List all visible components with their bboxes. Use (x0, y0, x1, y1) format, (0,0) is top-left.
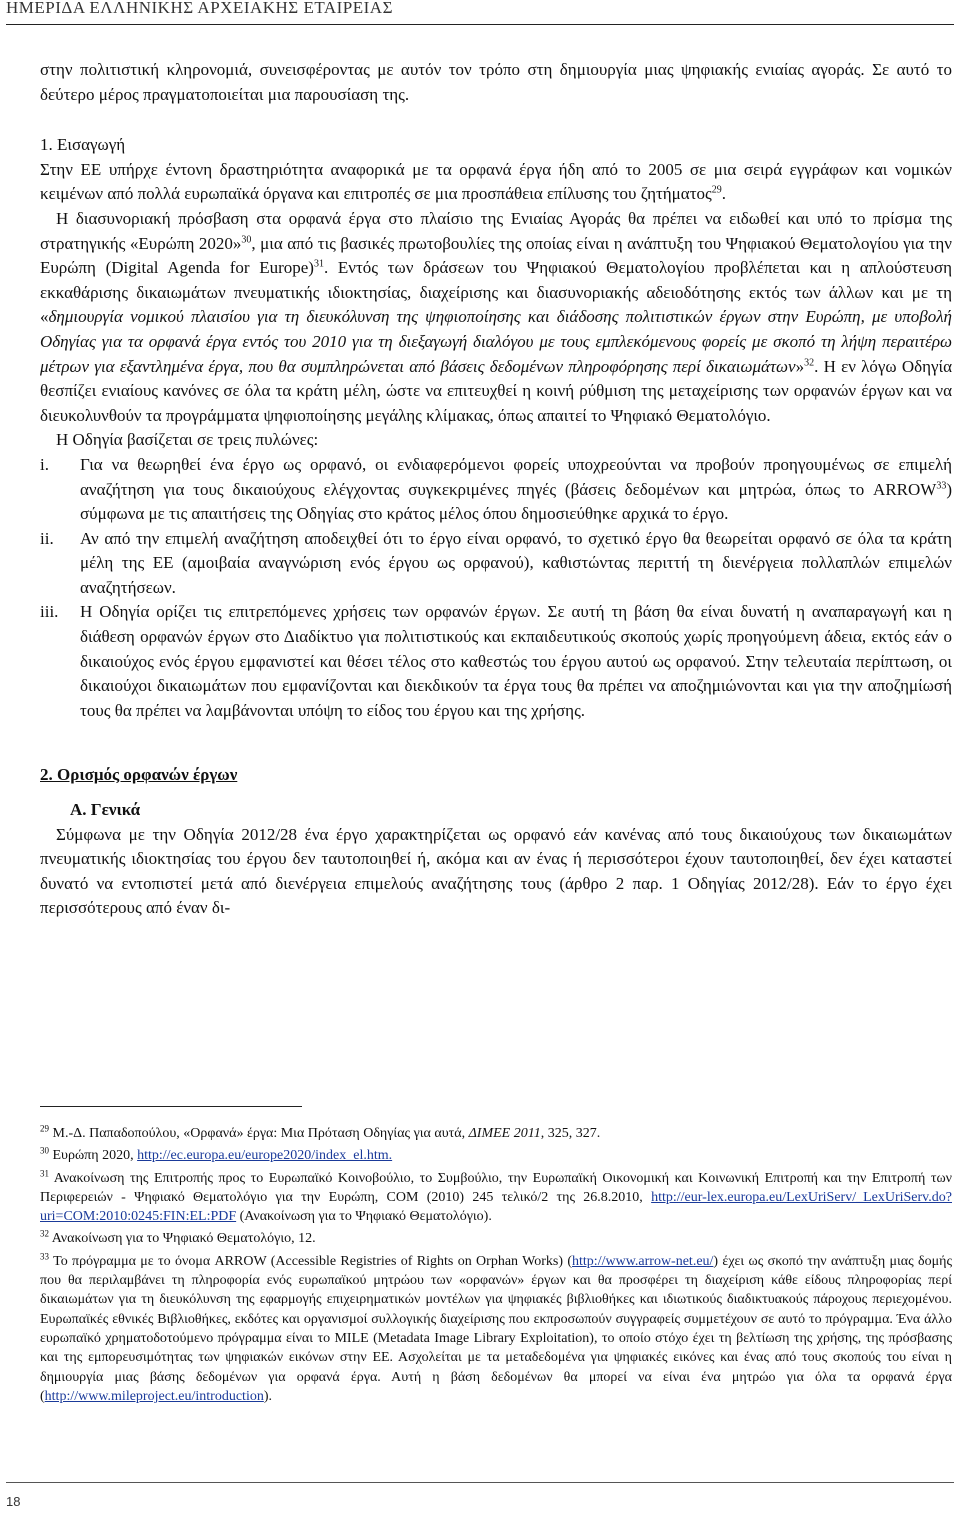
header-title: ΗΜΕΡΙΔΑ ΕΛΛΗΝΙΚΗΣ ΑΡΧΕΙΑΚΗΣ ΕΤΑΙΡΕΙΑΣ (6, 0, 393, 17)
list-number: ii. (40, 528, 54, 548)
main-content (40, 58, 952, 921)
footnotes (40, 1124, 952, 1409)
section-1-paragraph-2: Η διασυνοριακή πρόσβαση στα ορφανά έργα στο πλαίσιο της Ενιαίας Αγοράς θα πρέπει να ειδωθεί και υπό το πρίσμα της στρατηγικής «Ευρώπη 2020»$^{30}$, μια από τις βασικές πρωτοβουλίες της οποίας είναι η ανάπτυξη του Ψηφιακού Θεματολογίου για την Ευρώπη (Digital Agenda for Europe)$^{31}$. Εντός των δράσεων του Ψηφιακού Θεματολογίου προβλέπεται και η απλούστευση εκκαθάρισης δικαιωμάτων πνευματικής ιδιοκτησίας, διαχείρισης και διασυνοριακής αδειοδότησης εκτός των άλλων και με τη «δημιουργία νομικού πλαισίου για τη διευκόλυνση της ψηφιοποίησης και διάδοσης πολιτιστικών έργων στην Ευρώπη, με υποβολή Οδηγίας για τα ορφανά έργα εντός του 2010 για τη διεξαγωγή διαλόγου με τους εμπλεκόμενους φορείς με σκοπό τη λήψη περαιτέρω μέτρων για εξαντλημένα έργα, που θα συμπληρώνεται από βάσεις δεδομένων πληροφόρησης περί δικαιωμάτων»$^{32}$. Η εν λόγω Οδηγία θεσπίζει ενιαίους κανόνες σε όλα τα κράτη μέλη, ώστε να επιτευχθεί η κοινή ρύθμιση της μεταχείρισης των ορφανών έργων και να διευκολυνθούν τα προγράμματα ψηφιοποίησης μεγάλης κλίμακας, όπως απαιτεί το Ψηφιακό Θεματολόγιο. (40, 208, 952, 425)
section-1-heading: 1. Εισαγωγή (40, 135, 126, 155)
list-item: ii. Αν από την επιμελή αναζήτηση αποδειχθεί ότι το έργο είναι ορφανό, το σχετικό έργο θα θεωρείται ορφανό σε όλα τα κράτη μέλη της ΕΕ (αμοιβαία αναγνώριση ενός έργου ως ορφανού), καθιστώντας περιττή τη διενέργεια πολλαπλών επιμελών αναζητήσεων. (40, 528, 952, 597)
section-2-heading: 2. Ορισμός ορφανών έργων (40, 765, 238, 785)
section-2-paragraph-1: Σύμφωνα με την Οδηγία 2012/28 ένα έργο χαρακτηρίζεται ως ορφανό εάν κανένας από τους δικαιούχους των δικαιωμάτων πνευματικής ιδιοκτησίας του έργου δεν ταυτοποιηθεί ή, ακόμα και αν ένας ή περισσότεροι έχουν ταυτοποιηθεί, δεν έχει καταστεί δυνατό να εντοπιστεί μετά από διενέργεια επιμελούς αναζήτησης τους (άρθρο 2 παρ. 1 Οδηγίας 2012/28). Εάν το έργο έχει περισσότερους από έναν δι- (40, 824, 952, 918)
footnote-31: $^{31}$ Ανακοίνωση της Επιτροπής προς το Ευρωπαϊκό Κοινοβούλιο, το Συμβούλιο, την Ευρωπαϊκή Οικονομική και Κοινωνική Επιτροπή και την Επιτροπή των Περιφερειών - Ψηφιακό Θεματολόγιο για την Ευρώπη, COM (2010) 245 τελικό/2 της 26.8.2010, http://eur-lex.europa.eu/LexUriServ/_LexUriServ.do?uri=COM:2010:0245:FIN:EL:PDF (Ανακοίνωση για το Ψηφιακό Θεματολόγιο). (40, 1167, 952, 1225)
footnote-ref-33[interactable]: 33 (936, 479, 947, 491)
footnote-ref-29[interactable]: 29 (711, 184, 722, 196)
eur-lex-link[interactable]: http://eur-lex.europa.eu/LexUriServ/_LexUriServ.do?uri=COM:2010:0245:FIN:EL:PDF (40, 1189, 952, 1225)
footnote-separator (40, 1106, 302, 1107)
section-2-subheading: Α. Γενικά (70, 800, 141, 820)
list-item: i. Για να θεωρηθεί ένα έργο ως ορφανό, οι ενδιαφερόμενοι φορείς υποχρεούνται να προβούν προηγουμένως σε επιμελή αναζήτηση για τους δικαιούχους ελέγχοντας συγκεκριμένες πηγές (βάσεις δεδομένων και μητρώα, όπως το ARROW$^{33}$) σύμφωνα με τις απαιτήσεις της Οδηγίας στο κράτος μέλος όπου δημοσιεύθηκε αρχικά το έργο. (40, 454, 952, 524)
list-number: i. (40, 454, 49, 474)
page-number: 18 (6, 1494, 21, 1509)
list-item: iii. Η Οδηγία ορίζει τις επιτρεπόμενες χρήσεις των ορφανών έργων. Σε αυτή τη βάση θα είναι δυνατή η αναπαραγωγή και η διάθεση ορφανών έργων στο Διαδίκτυο για πολιτιστικούς και εκπαιδευτικούς σκοπούς χωρίς προηγούμενη άδεια, εκτός εάν ο δικαιούχος ενός έργου εμφανιστεί και θέσει τέλος στο καθεστώς του έργου αυτού ως ορφανού. Στην τελευταία περίπτωση, οι δικαιούχοι δικαιωμάτων που εμφανίζονται και διεκδικούν τα έργα τους θα πρέπει να αποζημιώνονται και για την αποζημίωσή τους θα πρέπει να λαμβάνονται υπόψη το είδος του έργου και της χρήσης. (40, 602, 952, 720)
footnote-ref-30[interactable]: 30 (241, 233, 252, 245)
pillars-list (40, 453, 952, 724)
intro-paragraph: στην πολιτιστική κληρονομιά, συνεισφέροντας με αυτόν τον τρόπο στη δημιουργία μιας ψηφιακής ενιαίας αγοράς. Σε αυτό το δεύτερο μέρος πραγματοποιείται μια παρουσίαση της. (40, 60, 952, 104)
quoted-italic-text: δημιουργία νομικού πλαισίου για τη διευκόλυνση της ψηφιοποίησης και διάδοσης πολιτιστικών έργων στην Ευρώπη, με υποβολή Οδηγίας για τα ορφανά έργα εντός του 2010 για τη διεξαγωγή διαλόγου με τους εμπλεκόμενους φορείς με σκοπό τη λήψη περαιτέρω μέτρων για εξαντλημένα έργα, που θα συμπληρώνεται από βάσεις δεδομένων πληροφόρησης περί δικαιωμάτων (40, 307, 952, 376)
pillars-intro: Η Οδηγία βασίζεται σε τρεις πυλώνες: (56, 430, 319, 450)
arrow-link[interactable]: http://www.arrow-net.eu/ (572, 1253, 714, 1269)
footer-separator (6, 1482, 954, 1483)
footnote-32: $^{32}$ Ανακοίνωση για το Ψηφιακό Θεματολόγιο, 12. (40, 1228, 316, 1247)
list-number: iii. (40, 602, 59, 622)
running-header (6, 0, 954, 25)
footnote-30: $^{30}$ Ευρώπη 2020, http://ec.europa.eu/europe2020/index_el.htm. (40, 1145, 393, 1164)
footnote-33: $^{33}$ Το πρόγραμμα με το όνομα ARROW (Accessible Registries of Rights on Orphan Works) (http://www.arrow-net.eu/) έχει ως σκοπό την ανάπτυξη μιας δομής που θα περιλαμβάνει τη πληροφορία ενός ευρωπαϊκού μητρώου των «ορφανών» έργων και θα προσφέρει τη διαχείριση κάθε είδους πληροφορίας περί δικαιωμάτων για τη διευκόλυνση της εφαρμογής επιχειρηματικών μοντέλων για ψηφιακές βιβλιοθήκες και ιδιωτικούς διαδικτυακούς πάροχους περιεχομένου. Ευρωπαϊκές εθνικές Βιβλιοθήκες, εκδότες και οργανισμοί συλλογικής διαχείρισης που εκπροσωπούν συγγραφείς συμμετέχουν σε αυτό το πρόγραμμα. Ένα άλλο ευρωπαϊκό χρηματοδοτούμενο πρόγραμμα είναι το MILE (Metadata Image Library Exploitation), το οποίο στόχο έχει τη βελτίωση της χρήσης, της πρόσβασης και της εμπορευσιμότητας των ψηφιακών εικόνων στην ΕΕ. Ασχολείται με τα μεταδεδομένα για ψηφιακές εικόνες και ένας από τους σκοπούς του είναι η δημιουργία μιας βάσης δεδομένων για ορφανά έργα. Αυτή η βάση δεδομένων θα μπορεί να είναι ένα μητρώο για όλα τα ορφανά έργα (http://www.mileproject.eu/introduction). (40, 1251, 953, 1404)
europe2020-link[interactable]: http://ec.europa.eu/europe2020/index_el.htm. (137, 1148, 393, 1164)
footnote-29: $^{29}$ Μ.-Δ. Παπαδοπούλου, «Ορφανά» έργα: Μια Πρόταση Οδηγίας για αυτά, ΔΙΜΕΕ 2011, 325, 327. (40, 1123, 601, 1141)
footnote-ref-31[interactable]: 31 (313, 258, 324, 270)
footnote-ref-32[interactable]: 32 (804, 356, 815, 368)
section-1-paragraph-1: Στην ΕΕ υπήρχε έντονη δραστηριότητα αναφορικά με τα ορφανά έργα ήδη από το 2005 σε μια σειρά εγγράφων και νομικών κειμένων από πολλά ευρωπαϊκά όργανα και επιτροπές σε μια προσπάθεια επίλυσης του ζητήματος$^{29}$. (40, 159, 952, 204)
mile-link[interactable]: http://www.mileproject.eu/introduction (44, 1388, 264, 1404)
